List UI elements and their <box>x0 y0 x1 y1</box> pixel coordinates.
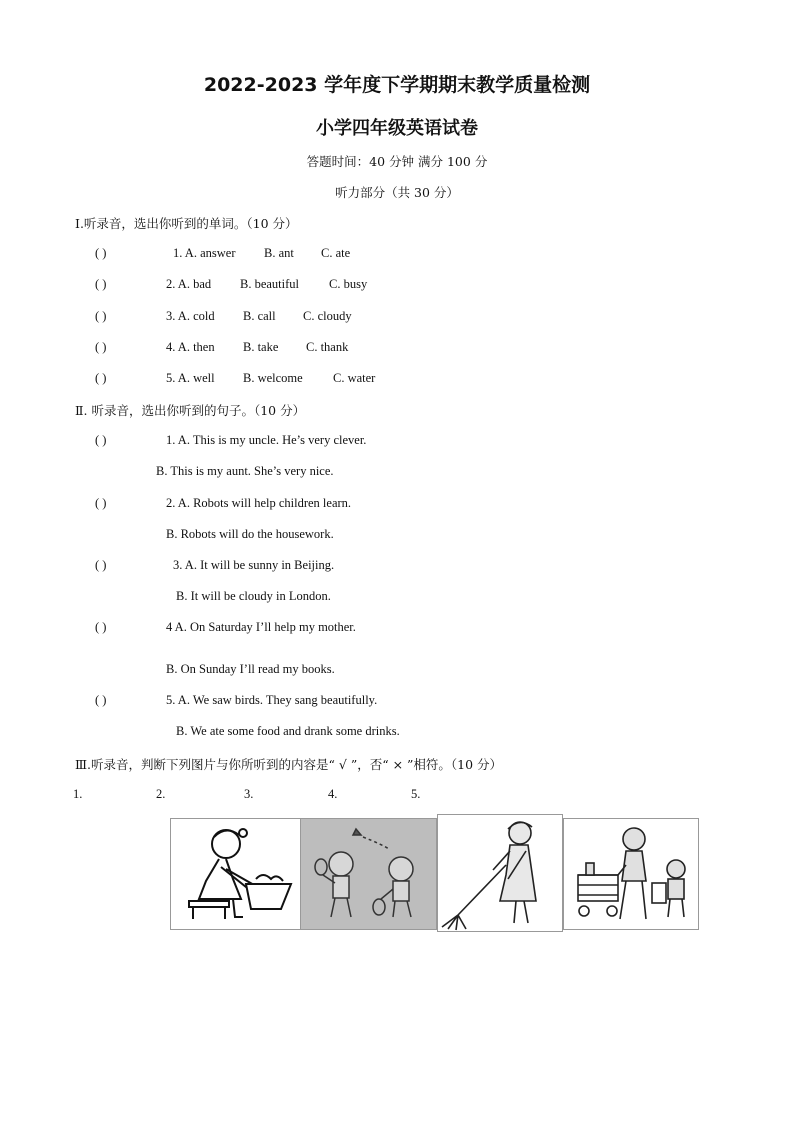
answer-paren[interactable]: ( ) <box>95 693 107 707</box>
answer-paren[interactable]: ( ) <box>95 246 107 260</box>
option-a: 1. A. This is my uncle. He’s very clever. <box>166 433 367 447</box>
option-b: B. On Sunday I’ll read my books. <box>166 662 335 676</box>
picture-number-1: 1. <box>73 787 83 801</box>
option-b: B. take <box>243 340 279 354</box>
time-score-line: 答题时间：40 分钟 满分 100 分 <box>306 154 488 169</box>
picture-number-5: 5. <box>411 787 421 801</box>
option-c: C. water <box>333 371 376 385</box>
option-a: 4 A. On Saturday I’ll help my mother. <box>166 620 356 634</box>
option-b: B. Robots will do the housework. <box>166 527 334 541</box>
page-title: 2022-2023 学年度下学期期末教学质量检测 <box>203 74 591 96</box>
option-b: B. welcome <box>243 371 303 385</box>
girl-washing-clothes-image <box>170 818 302 930</box>
option-a: 3. A. cold <box>166 309 215 323</box>
option-a: 5. A. We saw birds. They sang beautifully. <box>166 693 378 707</box>
picture-number-3: 3. <box>244 787 254 801</box>
answer-paren[interactable]: ( ) <box>95 277 107 291</box>
option-b: B. It will be cloudy in London. <box>176 589 331 603</box>
section1-heading: Ⅰ.听录音，选出你听到的单词。（10 分） <box>75 216 298 231</box>
option-b: B. beautiful <box>240 277 300 291</box>
page-subtitle: 小学四年级英语试卷 <box>316 118 478 139</box>
section3-heading: Ⅲ.听录音，判断下列图片与你所听到的内容是“ √ ”，否“ × ”相符。（10 分） <box>75 757 503 772</box>
option-b: B. ant <box>264 246 294 260</box>
option-a: 2. A. bad <box>166 277 212 291</box>
answer-paren[interactable]: ( ) <box>95 433 107 447</box>
option-c: C. cloudy <box>303 309 352 323</box>
option-c: C. ate <box>321 246 351 260</box>
part-heading: 听力部分（共 30 分） <box>335 185 459 200</box>
answer-paren[interactable]: ( ) <box>95 496 107 510</box>
option-a: 4. A. then <box>166 340 215 354</box>
option-b: B. This is my aunt. She’s very nice. <box>156 464 334 478</box>
option-a: 5. A. well <box>166 371 215 385</box>
option-a: 1. A. answer <box>173 246 236 260</box>
answer-paren[interactable]: ( ) <box>95 620 107 634</box>
mother-and-child-shopping-image <box>563 818 699 930</box>
answer-paren[interactable]: ( ) <box>95 371 107 385</box>
answer-paren[interactable]: ( ) <box>95 558 107 572</box>
children-playing-badminton-image <box>300 818 437 930</box>
picture-number-4: 4. <box>328 787 338 801</box>
picture-number-2: 2. <box>156 787 166 801</box>
option-c: C. busy <box>329 277 368 291</box>
answer-paren[interactable]: ( ) <box>95 309 107 323</box>
answer-paren[interactable]: ( ) <box>95 340 107 354</box>
option-a: 2. A. Robots will help children learn. <box>166 496 352 510</box>
section2-heading: Ⅱ. 听录音，选出你听到的句子。（10 分） <box>75 403 306 418</box>
option-c: C. thank <box>306 340 349 354</box>
option-b: B. We ate some food and drank some drinks. <box>176 724 400 738</box>
option-a: 3. A. It will be sunny in Beijing. <box>173 558 335 572</box>
girl-sweeping-floor-image <box>437 814 563 932</box>
option-b: B. call <box>243 309 276 323</box>
